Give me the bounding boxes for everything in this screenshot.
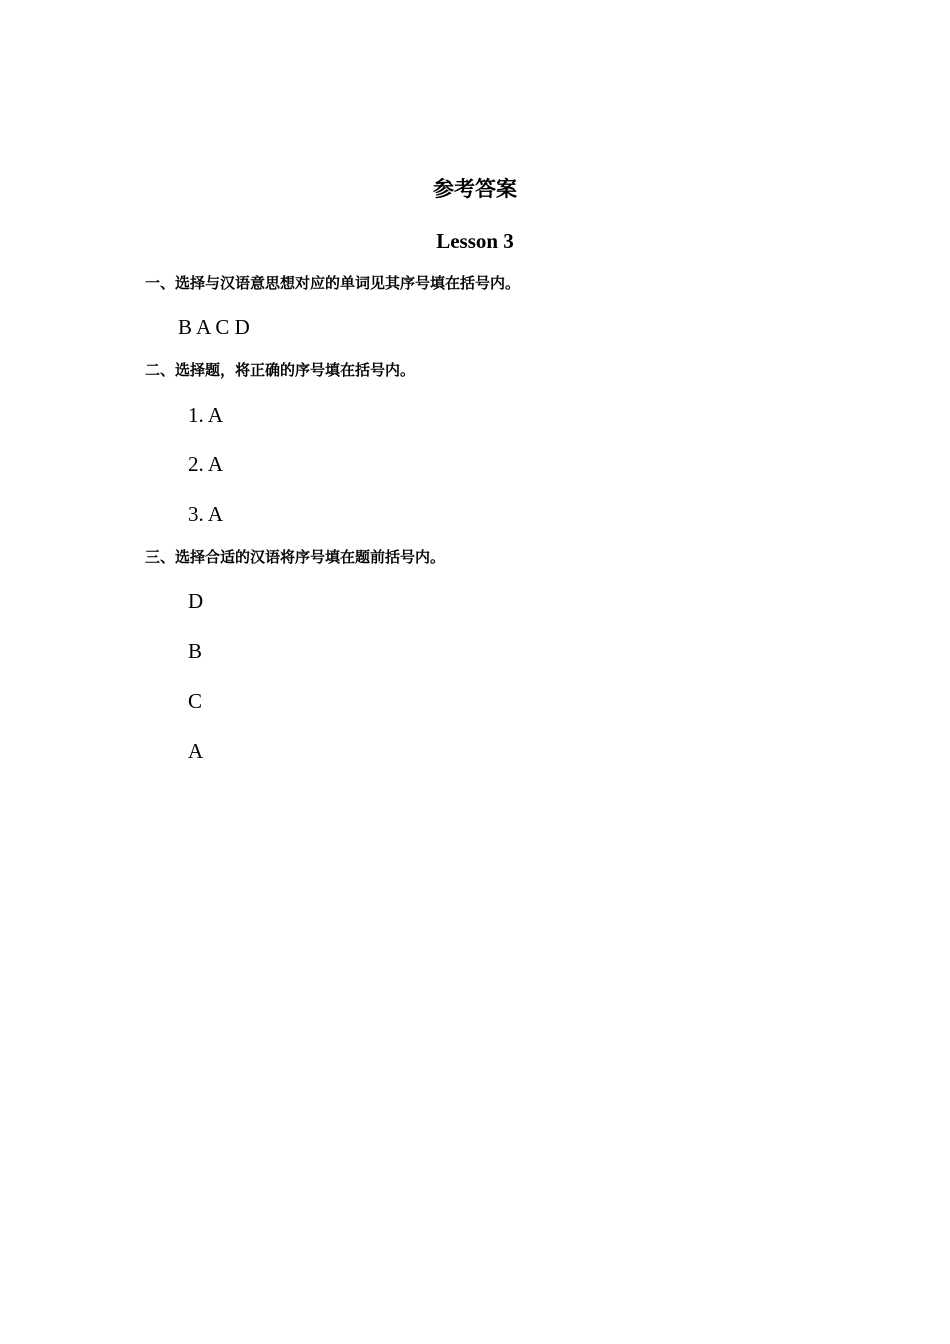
section-1-heading: 一、选择与汉语意思想对应的单词见其序号填在括号内。 xyxy=(145,274,521,292)
section-3-answer-1: D xyxy=(188,589,204,613)
section-3-answer-4: A xyxy=(188,739,204,763)
section-2-answer-1: 1. A xyxy=(188,403,224,427)
section-2-heading: 二、选择题，将正确的序号填在括号内。 xyxy=(145,361,416,379)
section-2-answer-3: 3. A xyxy=(188,502,224,526)
section-3-answer-2: B xyxy=(188,639,203,663)
section-1-answer: B A C D xyxy=(178,315,250,339)
lesson-title: Lesson 3 xyxy=(436,229,514,253)
section-3-heading: 三、选择合适的汉语将序号填在题前括号内。 xyxy=(145,548,446,566)
page-title: 参考答案 xyxy=(433,177,517,201)
section-2-answer-2: 2. A xyxy=(188,452,224,476)
section-3-answer-3: C xyxy=(188,689,203,713)
